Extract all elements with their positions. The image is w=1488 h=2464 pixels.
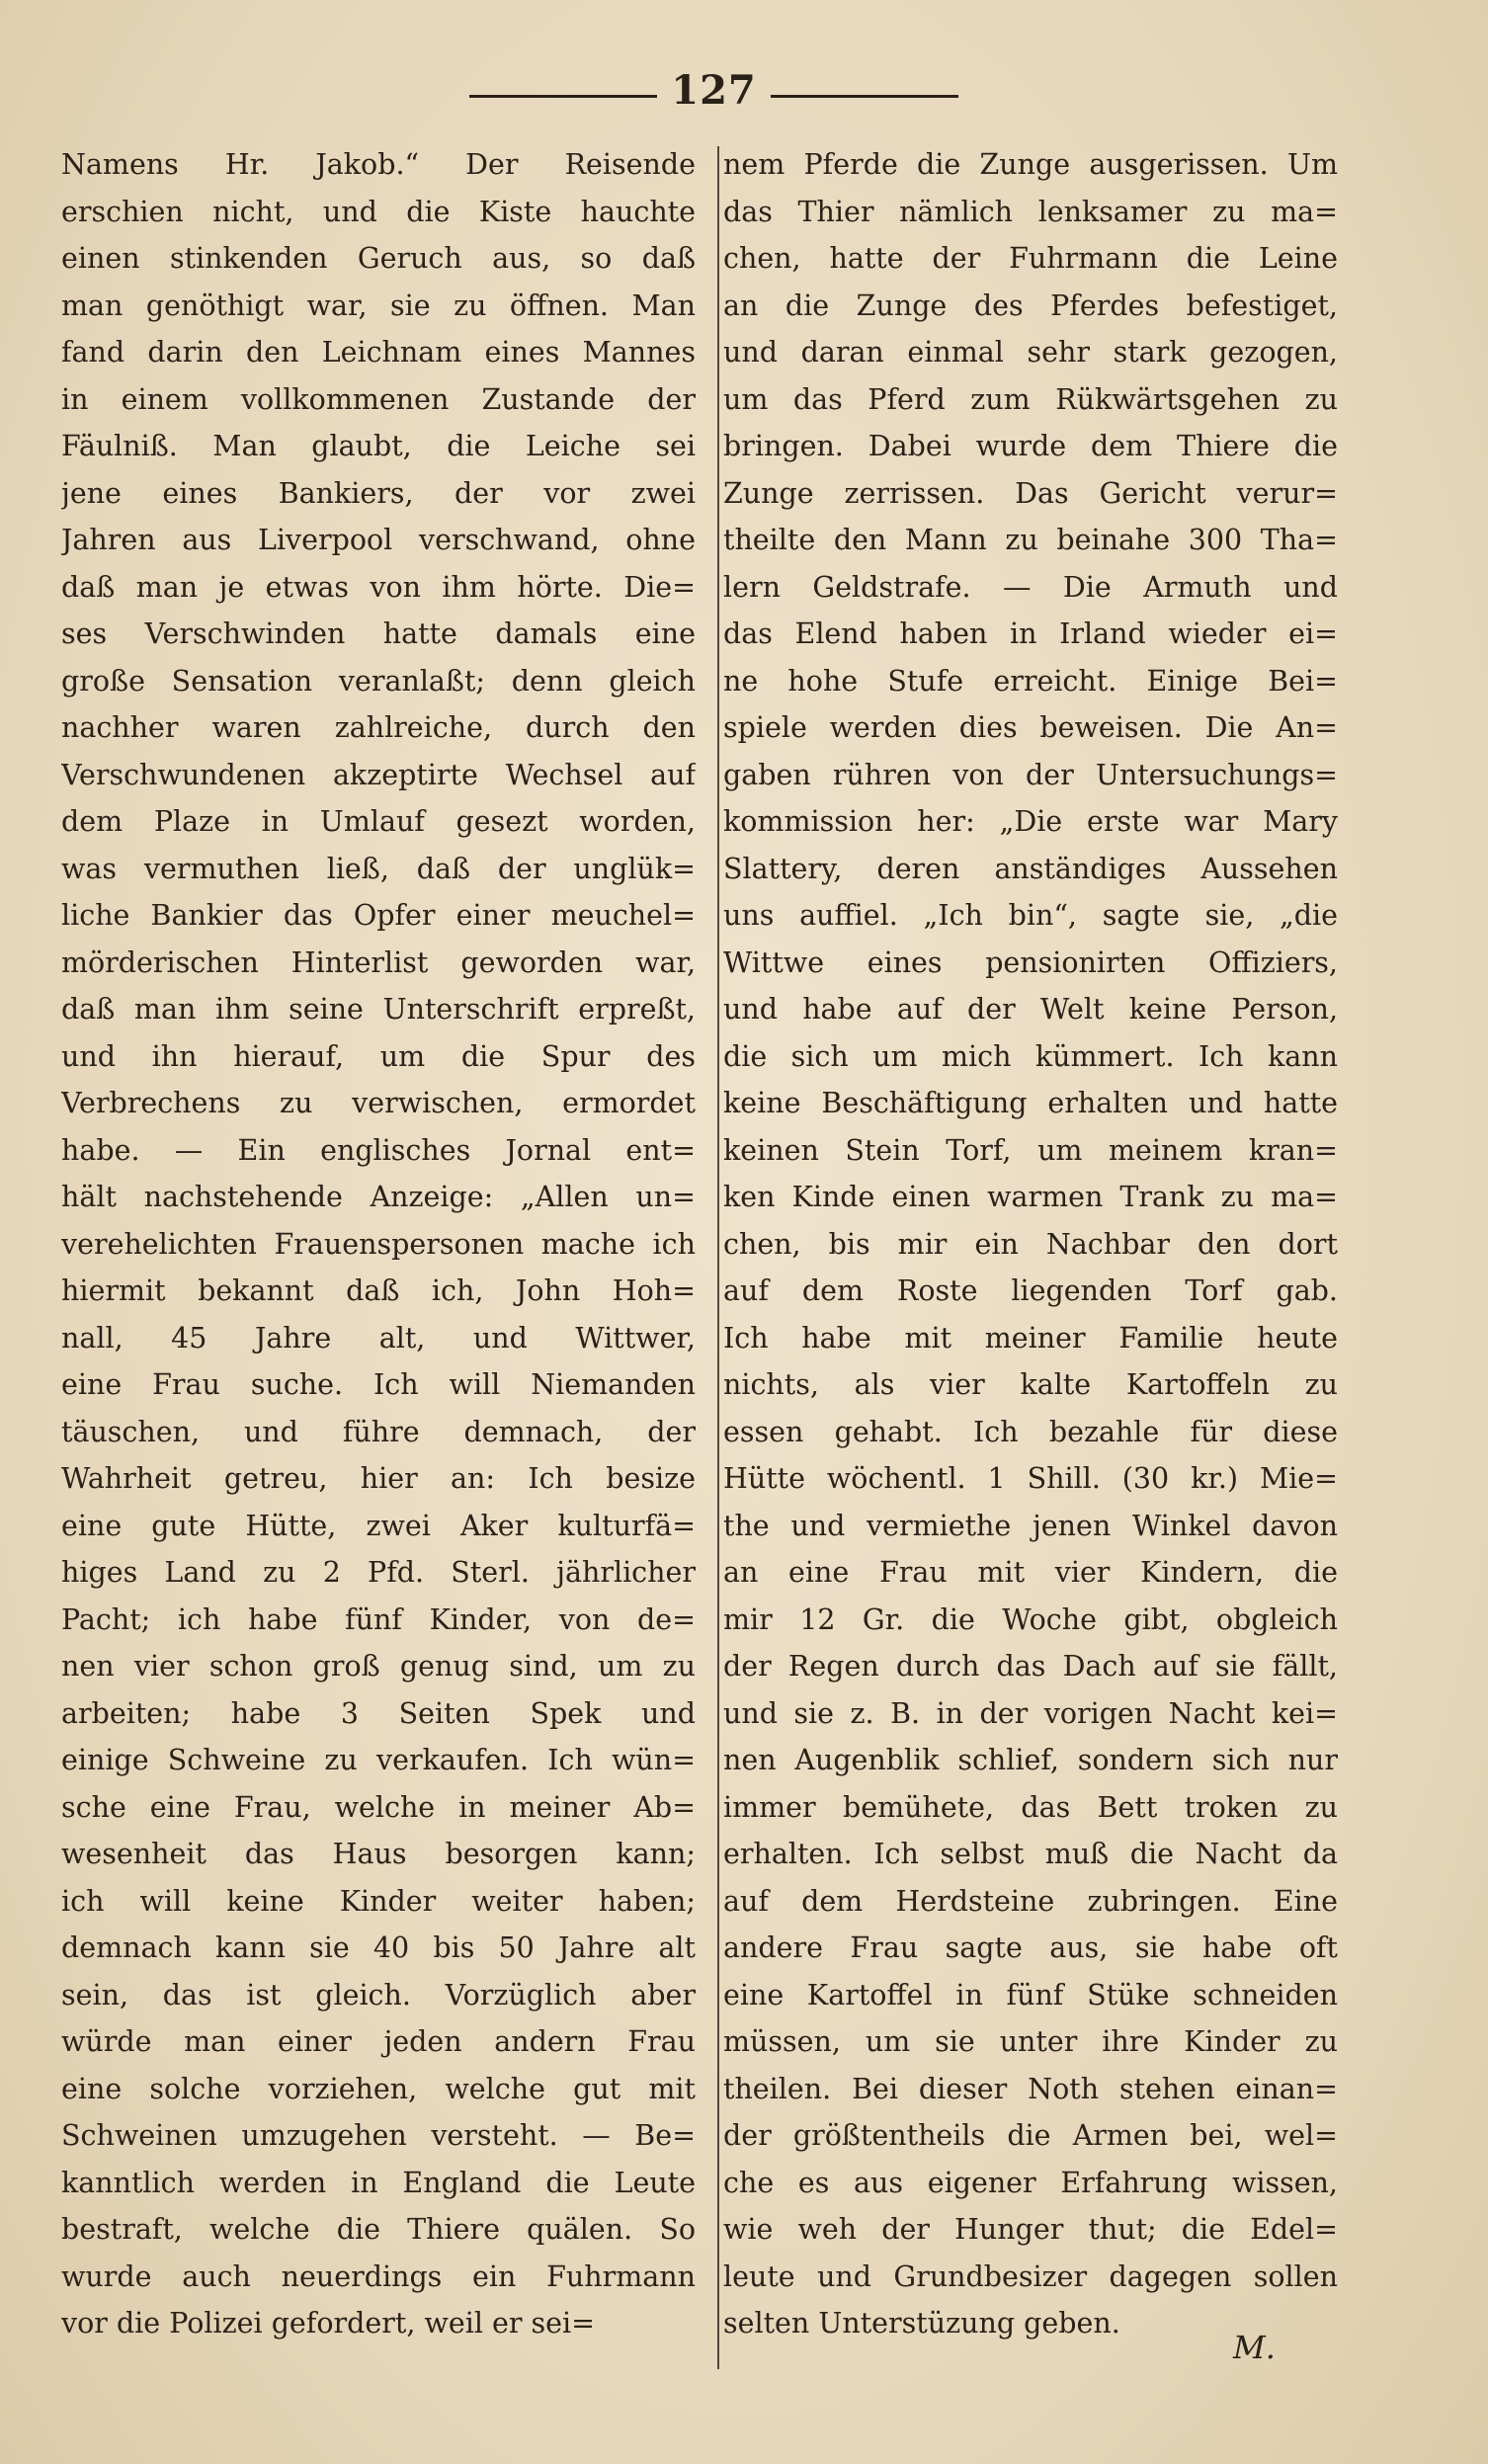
text-line: Wittwe eines pensionirten Offiziers, xyxy=(723,945,1338,979)
text-line: daß man je etwas von ihm hörte. Die= xyxy=(61,570,696,604)
text-line: nachher waren zahlreiche, durch den xyxy=(61,711,696,744)
text-line: daß man ihm seine Unterschrift erpreßt, xyxy=(61,993,696,1026)
page-header xyxy=(0,67,1488,117)
text-line: Wahrheit getreu, hier an: Ich besize xyxy=(61,1462,696,1495)
text-line: einige Schweine zu verkaufen. Ich wün= xyxy=(61,1744,696,1776)
text-line: dem Plaze in Umlauf gesezt worden, xyxy=(61,805,696,838)
text-line: Pacht; ich habe fünf Kinder, von de= xyxy=(61,1602,696,1636)
text-line: essen gehabt. Ich bezahle für diese xyxy=(723,1415,1338,1448)
text-line: selten Unterstüzung geben. xyxy=(723,2307,1120,2340)
text-line: demnach kann sie 40 bis 50 Jahre alt xyxy=(61,1931,696,1964)
text-line: Ich habe mit meiner Familie heute xyxy=(723,1321,1338,1355)
text-line: täuschen, und führe demnach, der xyxy=(61,1415,696,1448)
text-line: erschien nicht, und die Kiste hauchte xyxy=(61,195,696,228)
text-line: keinen Stein Torf, um meinem kran= xyxy=(723,1133,1338,1167)
text-line: die sich um mich kümmert. Ich kann xyxy=(723,1039,1338,1073)
text-line: Schweinen umzugehen versteht. — Be= xyxy=(61,2119,696,2152)
text-line: hiermit bekannt daß ich, John Hoh= xyxy=(61,1274,696,1307)
text-line: große Sensation veranlaßt; denn gleich xyxy=(61,664,696,698)
text-line: ses Verschwinden hatte damals eine xyxy=(61,617,696,650)
text-line: leute und Grundbesizer dagegen sollen xyxy=(723,2259,1338,2293)
text-line: ich will keine Kinder weiter haben; xyxy=(61,1884,696,1918)
text-line: vor die Polizei gefordert, weil er sei= xyxy=(61,2307,596,2340)
page-number: 127 xyxy=(671,67,757,114)
text-line: lern Geldstrafe. — Die Armuth und xyxy=(723,570,1338,604)
text-line: einen stinkenden Geruch aus, so daß xyxy=(61,242,696,275)
text-line: Fäulniß. Man glaubt, die Leiche sei xyxy=(61,430,696,462)
text-line: chen, hatte der Fuhrmann die Leine xyxy=(723,242,1338,275)
text-line: eine gute Hütte, zwei Aker kulturfä= xyxy=(61,1509,696,1542)
text-line: man genöthigt war, sie zu öffnen. Man xyxy=(61,288,696,322)
text-line: mir 12 Gr. die Woche gibt, obgleich xyxy=(723,1602,1338,1636)
text-line: nichts, als vier kalte Kartoffeln zu xyxy=(723,1368,1338,1401)
column-divider xyxy=(717,146,719,2369)
text-line: immer bemühete, das Bett troken zu xyxy=(723,1790,1338,1824)
text-line: an eine Frau mit vier Kindern, die xyxy=(723,1556,1338,1589)
text-line: und ihn hierauf, um die Spur des xyxy=(61,1039,696,1073)
author-signature: M. xyxy=(1233,2329,1276,2366)
text-line: das Thier nämlich lenksamer zu ma= xyxy=(723,195,1338,228)
text-line: der größtentheils die Armen bei, wel= xyxy=(723,2119,1338,2152)
right-column xyxy=(723,141,1338,2347)
text-line: eine solche vorziehen, welche gut mit xyxy=(61,2072,696,2105)
text-line: theilen. Bei dieser Noth stehen einan= xyxy=(723,2072,1338,2105)
text-line: hält nachstehende Anzeige: „Allen un= xyxy=(61,1181,696,1213)
text-line: wurde auch neuerdings ein Fuhrmann xyxy=(61,2259,696,2293)
text-line: und daran einmal sehr stark gezogen, xyxy=(723,336,1338,369)
text-line: wie weh der Hunger thut; die Edel= xyxy=(723,2213,1338,2246)
header-rule-left xyxy=(469,95,657,98)
text-line: sein, das ist gleich. Vorzüglich aber xyxy=(61,1978,696,2012)
text-line: Jahren aus Liverpool verschwand, ohne xyxy=(61,524,696,556)
text-line: in einem vollkommenen Zustande der xyxy=(61,382,696,416)
text-line: nen vier schon groß genug sind, um zu xyxy=(61,1650,696,1683)
text-line: bringen. Dabei wurde dem Thiere die xyxy=(723,430,1338,462)
text-line: liche Bankier das Opfer einer meuchel= xyxy=(61,899,696,932)
text-line: wesenheit das Haus besorgen kann; xyxy=(61,1838,696,1870)
text-line: arbeiten; habe 3 Seiten Spek und xyxy=(61,1696,696,1730)
text-line: Slattery, deren anständiges Aussehen xyxy=(723,852,1338,885)
text-line: ken Kinde einen warmen Trank zu ma= xyxy=(723,1181,1338,1213)
text-line: theilte den Mann zu beinahe 300 Tha= xyxy=(723,524,1338,556)
text-line: Verschwundenen akzeptirte Wechsel auf xyxy=(61,758,696,791)
text-line: uns auffiel. „Ich bin“, sagte sie, „die xyxy=(723,899,1338,932)
text-line: mörderischen Hinterlist geworden war, xyxy=(61,945,696,979)
text-line: eine Kartoffel in fünf Stüke schneiden xyxy=(723,1978,1338,2012)
text-line: kommission her: „Die erste war Mary xyxy=(723,805,1338,838)
text-line: müssen, um sie unter ihre Kinder zu xyxy=(723,2025,1338,2058)
text-line: verehelichten Frauenspersonen mache ich xyxy=(61,1227,696,1261)
text-line: gaben rühren von der Untersuchungs= xyxy=(723,758,1338,791)
text-line: sche eine Frau, welche in meiner Ab= xyxy=(61,1790,696,1824)
text-line: chen, bis mir ein Nachbar den dort xyxy=(723,1227,1338,1261)
text-line: che es aus eigener Erfahrung wissen, xyxy=(723,2166,1338,2199)
text-line: auf dem Roste liegenden Torf gab. xyxy=(723,1274,1338,1307)
text-line: higes Land zu 2 Pfd. Sterl. jährlicher xyxy=(61,1556,696,1589)
text-line: nall, 45 Jahre alt, und Wittwer, xyxy=(61,1321,696,1355)
text-line: fand darin den Leichnam eines Mannes xyxy=(61,336,696,369)
text-line: ne hohe Stufe erreicht. Einige Bei= xyxy=(723,664,1338,698)
text-line: nem Pferde die Zunge ausgerissen. Um xyxy=(723,148,1338,181)
text-line: keine Beschäftigung erhalten und hatte xyxy=(723,1087,1338,1119)
text-line: the und vermiethe jenen Winkel davon xyxy=(723,1509,1338,1542)
text-line: an die Zunge des Pferdes befestiget, xyxy=(723,288,1338,322)
text-line: spiele werden dies beweisen. Die An= xyxy=(723,711,1338,744)
text-line: andere Frau sagte aus, sie habe oft xyxy=(723,1931,1338,1964)
text-line: eine Frau suche. Ich will Niemanden xyxy=(61,1368,696,1401)
text-line: bestraft, welche die Thiere quälen. So xyxy=(61,2213,696,2246)
text-line: Namens Hr. Jakob.“ Der Reisende xyxy=(61,148,696,181)
text-line: auf dem Herdsteine zubringen. Eine xyxy=(723,1884,1338,1918)
text-line: erhalten. Ich selbst muß die Nacht da xyxy=(723,1838,1338,1870)
text-line: jene eines Bankiers, der vor zwei xyxy=(61,476,696,510)
text-line: würde man einer jeden andern Frau xyxy=(61,2025,696,2058)
text-line: nen Augenblik schlief, sondern sich nur xyxy=(723,1744,1338,1776)
text-line: Hütte wöchentl. 1 Shill. (30 kr.) Mie= xyxy=(723,1462,1338,1495)
text-line: um das Pferd zum Rükwärtsgehen zu xyxy=(723,382,1338,416)
text-line: kanntlich werden in England die Leute xyxy=(61,2166,696,2199)
text-line: das Elend haben in Irland wieder ei= xyxy=(723,617,1338,650)
text-line: und sie z. B. in der vorigen Nacht kei= xyxy=(723,1696,1338,1730)
text-line: Zunge zerrissen. Das Gericht verur= xyxy=(723,476,1338,510)
text-line: der Regen durch das Dach auf sie fällt, xyxy=(723,1650,1338,1683)
header-rule-right xyxy=(771,95,958,98)
text-line: was vermuthen ließ, daß der unglük= xyxy=(61,852,696,885)
left-column xyxy=(61,141,696,2347)
text-line: habe. — Ein englisches Jornal ent= xyxy=(61,1133,696,1167)
text-line: Verbrechens zu verwischen, ermordet xyxy=(61,1087,696,1119)
text-line: und habe auf der Welt keine Person, xyxy=(723,993,1338,1026)
